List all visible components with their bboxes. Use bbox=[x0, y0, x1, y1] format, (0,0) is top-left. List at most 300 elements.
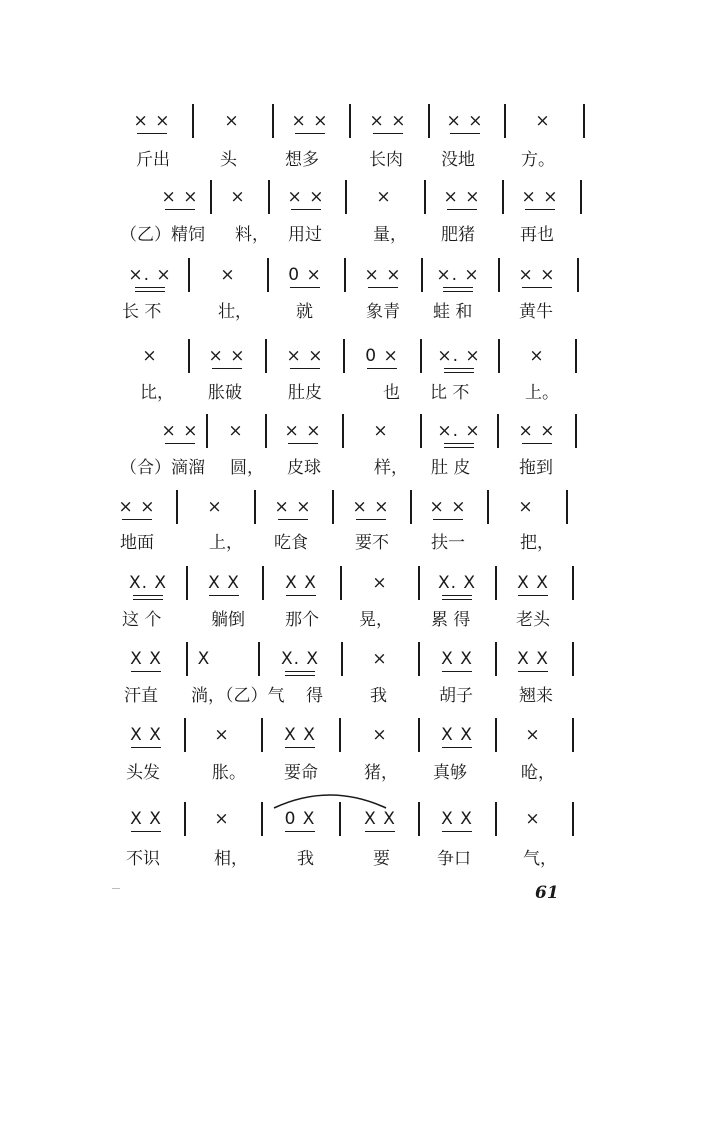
rhythm-beat: X. X bbox=[437, 573, 477, 593]
rhythm-beat: X X bbox=[441, 649, 473, 669]
underline-beam bbox=[444, 447, 474, 448]
lyric-text: 肚 皮 bbox=[431, 458, 471, 478]
lyric-text: 壮， bbox=[218, 302, 252, 322]
lyric-text: 胀破 bbox=[208, 383, 242, 403]
rhythm-measure bbox=[513, 110, 573, 132]
bar-line bbox=[498, 339, 500, 373]
bar-line bbox=[418, 642, 420, 676]
underline-beam bbox=[518, 595, 548, 596]
bar-line bbox=[349, 104, 351, 138]
lyric-text: 斤出 bbox=[136, 150, 170, 170]
lyric-text: 圆， bbox=[230, 458, 264, 478]
lyric-text: 要命 bbox=[284, 763, 318, 783]
lyric-row bbox=[0, 846, 701, 876]
lyric-text: 我 bbox=[370, 686, 387, 706]
underline-beam bbox=[285, 831, 315, 832]
bar-line bbox=[420, 339, 422, 373]
lyric-text: 把， bbox=[520, 533, 554, 553]
rhythm-beat: X X bbox=[208, 573, 240, 593]
rhythm-measure bbox=[358, 110, 418, 134]
rhythm-beat: X X bbox=[130, 649, 162, 669]
rhythm-row bbox=[0, 496, 701, 532]
bar-line bbox=[498, 258, 500, 292]
bar-line bbox=[268, 180, 270, 214]
rhythm-beat: × bbox=[214, 809, 230, 829]
bar-line bbox=[572, 718, 574, 752]
rhythm-beat: × bbox=[224, 111, 240, 131]
rhythm-measure bbox=[427, 572, 487, 600]
bar-line bbox=[176, 490, 178, 524]
rhythm-measure bbox=[503, 572, 563, 596]
lyric-row bbox=[0, 147, 701, 177]
bar-line bbox=[495, 566, 497, 600]
bar-line bbox=[410, 490, 412, 524]
rhythm-measure bbox=[503, 648, 563, 672]
underline-beam bbox=[285, 675, 315, 676]
slur-arc bbox=[270, 788, 390, 812]
bar-line bbox=[583, 104, 585, 138]
rhythm-measure bbox=[507, 264, 567, 288]
underline-beam bbox=[433, 519, 463, 520]
rhythm-beat: × × bbox=[429, 497, 467, 517]
bar-line bbox=[341, 642, 343, 676]
lyric-row bbox=[0, 607, 701, 637]
underline-beam bbox=[212, 368, 242, 369]
rhythm-measure bbox=[427, 648, 487, 672]
rhythm-beat: × × bbox=[284, 421, 322, 441]
lyric-text: 累 得 bbox=[431, 610, 471, 630]
bar-line bbox=[502, 180, 504, 214]
lyric-text: 躺倒 bbox=[211, 610, 245, 630]
rhythm-measure bbox=[351, 420, 411, 442]
rhythm-beat: X bbox=[197, 649, 211, 669]
rhythm-beat: X. X bbox=[280, 649, 320, 669]
bar-line bbox=[184, 718, 186, 752]
bar-line bbox=[580, 180, 582, 214]
underline-beam bbox=[133, 599, 163, 600]
lyric-text: 就 bbox=[296, 302, 313, 322]
underline-beam bbox=[518, 671, 548, 672]
bar-line bbox=[418, 566, 420, 600]
lyric-text: 不识 bbox=[126, 849, 160, 869]
rhythm-measure bbox=[350, 572, 410, 594]
underline-beam bbox=[165, 209, 195, 210]
rhythm-measure bbox=[116, 808, 176, 832]
rhythm-beat: X X bbox=[130, 809, 162, 829]
rhythm-measure bbox=[503, 724, 563, 746]
rhythm-beat: 0 × bbox=[365, 346, 399, 366]
rhythm-beat: X X bbox=[441, 725, 473, 745]
underline-beam bbox=[135, 291, 165, 292]
rhythm-beat: X X bbox=[285, 573, 317, 593]
underline-beam bbox=[295, 133, 325, 134]
rhythm-measure bbox=[197, 345, 257, 369]
rhythm-row bbox=[0, 345, 701, 381]
underline-beam bbox=[443, 291, 473, 292]
rhythm-beat: × bbox=[372, 649, 388, 669]
lyric-text: 没地 bbox=[441, 150, 475, 170]
rhythm-measure bbox=[427, 808, 487, 832]
lyric-text: 得 bbox=[306, 686, 323, 706]
rhythm-measure bbox=[208, 186, 268, 208]
bar-line bbox=[428, 104, 430, 138]
rhythm-beat: × bbox=[525, 725, 541, 745]
rhythm-beat: ×. × bbox=[128, 265, 172, 285]
underline-beam bbox=[525, 209, 555, 210]
underline-beam bbox=[137, 133, 167, 134]
rhythm-beat: × × bbox=[521, 187, 559, 207]
bar-line bbox=[575, 339, 577, 373]
rhythm-measure bbox=[435, 110, 495, 134]
rhythm-measure bbox=[202, 110, 262, 132]
rhythm-beat: × × bbox=[352, 497, 390, 517]
underline-beam bbox=[442, 599, 472, 600]
rhythm-beat: × bbox=[535, 111, 551, 131]
rhythm-measure bbox=[273, 420, 333, 444]
rhythm-beat: X X bbox=[284, 725, 316, 745]
rhythm-measure bbox=[150, 186, 210, 210]
bar-line bbox=[487, 490, 489, 524]
rhythm-row bbox=[0, 110, 701, 146]
lyric-text: 老头 bbox=[516, 610, 550, 630]
rhythm-beat: × bbox=[207, 497, 223, 517]
rhythm-row bbox=[0, 724, 701, 760]
bar-line bbox=[339, 718, 341, 752]
rhythm-measure bbox=[271, 572, 331, 596]
rhythm-measure bbox=[270, 724, 330, 748]
rhythm-measure bbox=[120, 345, 180, 367]
rhythm-measure bbox=[427, 724, 487, 748]
lyric-text: 方。 bbox=[521, 150, 555, 170]
rhythm-measure bbox=[275, 264, 335, 288]
lyric-text: 想多 bbox=[285, 150, 319, 170]
rhythm-measure bbox=[418, 496, 478, 520]
bar-line bbox=[424, 180, 426, 214]
bar-line bbox=[566, 490, 568, 524]
rhythm-beat: × bbox=[373, 421, 389, 441]
lyric-text: 量， bbox=[373, 225, 407, 245]
bar-line bbox=[344, 258, 346, 292]
rhythm-beat: × × bbox=[364, 265, 402, 285]
underline-beam bbox=[442, 747, 472, 748]
lyric-row bbox=[0, 299, 701, 329]
lyric-text: 样， bbox=[374, 458, 408, 478]
bar-line bbox=[262, 566, 264, 600]
rhythm-measure bbox=[174, 648, 234, 670]
rhythm-beat: × × bbox=[274, 497, 312, 517]
lyric-row bbox=[0, 380, 701, 410]
lyric-text: 象青 bbox=[366, 302, 400, 322]
rhythm-measure bbox=[507, 420, 567, 444]
underline-beam bbox=[135, 287, 165, 288]
rhythm-beat: × × bbox=[518, 265, 556, 285]
underline-beam bbox=[442, 831, 472, 832]
lyric-text: 气， bbox=[523, 849, 557, 869]
rhythm-measure bbox=[496, 496, 556, 518]
rhythm-measure bbox=[270, 648, 330, 676]
bar-line bbox=[572, 802, 574, 836]
rhythm-measure bbox=[353, 264, 413, 288]
underline-beam bbox=[122, 519, 152, 520]
bar-line bbox=[418, 718, 420, 752]
bar-line bbox=[188, 339, 190, 373]
rhythm-measure bbox=[432, 186, 492, 210]
lyric-text: 料， bbox=[235, 225, 269, 245]
lyric-text: 汗直 bbox=[124, 686, 158, 706]
underline-beam bbox=[131, 671, 161, 672]
rhythm-beat: × × bbox=[291, 111, 329, 131]
lyric-text: 那个 bbox=[285, 610, 319, 630]
bar-line bbox=[186, 566, 188, 600]
bar-line bbox=[261, 802, 263, 836]
rhythm-measure bbox=[107, 496, 167, 520]
rhythm-beat: × bbox=[372, 573, 388, 593]
rhythm-measure bbox=[350, 648, 410, 670]
lyric-text: 淌，（乙）气 bbox=[191, 686, 285, 706]
underline-beam bbox=[131, 831, 161, 832]
underline-beam bbox=[288, 443, 318, 444]
bar-line bbox=[497, 414, 499, 448]
rhythm-measure bbox=[150, 420, 210, 444]
rhythm-beat: × bbox=[228, 421, 244, 441]
bar-line bbox=[420, 414, 422, 448]
rhythm-beat: ×. × bbox=[436, 265, 480, 285]
rhythm-measure bbox=[510, 186, 570, 210]
rhythm-beat: X X bbox=[130, 725, 162, 745]
lyric-text: 长 不 bbox=[122, 302, 162, 322]
bar-line bbox=[421, 258, 423, 292]
underline-beam bbox=[522, 287, 552, 288]
bar-line bbox=[342, 414, 344, 448]
lyric-text: 翘来 bbox=[519, 686, 553, 706]
lyric-text: 黄牛 bbox=[519, 302, 553, 322]
underline-beam bbox=[291, 209, 321, 210]
lyric-text: 上， bbox=[209, 533, 243, 553]
bar-line bbox=[254, 490, 256, 524]
underline-beam bbox=[444, 443, 474, 444]
print-speck bbox=[112, 888, 120, 889]
rhythm-measure bbox=[198, 264, 258, 286]
lyric-text: 晃， bbox=[359, 610, 393, 630]
lyric-text: 要 bbox=[373, 849, 390, 869]
rhythm-beat: ×. × bbox=[437, 421, 481, 441]
rhythm-measure bbox=[280, 110, 340, 134]
rhythm-beat: × × bbox=[161, 421, 199, 441]
bar-line bbox=[577, 258, 579, 292]
rhythm-beat: × bbox=[529, 346, 545, 366]
lyric-text: 皮球 bbox=[287, 458, 321, 478]
rhythm-measure bbox=[263, 496, 323, 520]
rhythm-beat: × bbox=[220, 265, 236, 285]
rhythm-beat: X X bbox=[517, 649, 549, 669]
bar-line bbox=[258, 642, 260, 676]
lyric-text: 比， bbox=[140, 383, 174, 403]
rhythm-beat: × bbox=[372, 725, 388, 745]
underline-beam bbox=[165, 443, 195, 444]
lyric-text: 上。 bbox=[525, 383, 559, 403]
bar-line bbox=[504, 104, 506, 138]
lyric-text: （合）滴溜 bbox=[120, 458, 205, 478]
lyric-text: 扶一 bbox=[431, 533, 465, 553]
rhythm-beat: × × bbox=[286, 346, 324, 366]
rhythm-measure bbox=[185, 496, 245, 518]
rhythm-measure bbox=[116, 648, 176, 672]
lyric-text: 要不 bbox=[355, 533, 389, 553]
underline-beam bbox=[285, 747, 315, 748]
bar-line bbox=[343, 339, 345, 373]
rhythm-beat: X X bbox=[517, 573, 549, 593]
lyric-row bbox=[0, 455, 701, 485]
rhythm-measure bbox=[429, 345, 489, 373]
rhythm-measure bbox=[194, 572, 254, 596]
lyric-row bbox=[0, 222, 701, 252]
rhythm-measure bbox=[192, 808, 252, 830]
rhythm-measure bbox=[122, 110, 182, 134]
lyric-text: 肥猪 bbox=[441, 225, 475, 245]
rhythm-measure bbox=[352, 345, 412, 369]
bar-line bbox=[265, 339, 267, 373]
underline-beam bbox=[444, 368, 474, 369]
lyric-text: 再也 bbox=[520, 225, 554, 245]
lyric-text: 真够 bbox=[433, 763, 467, 783]
underline-beam bbox=[131, 747, 161, 748]
rhythm-measure bbox=[429, 420, 489, 448]
rhythm-measure bbox=[275, 345, 335, 369]
lyric-row bbox=[0, 683, 701, 713]
rhythm-beat: X X bbox=[441, 809, 473, 829]
lyric-row bbox=[0, 760, 701, 790]
rhythm-beat: × × bbox=[369, 111, 407, 131]
rhythm-beat: 0 × bbox=[288, 265, 322, 285]
rhythm-beat: × × bbox=[518, 421, 556, 441]
lyric-text: 争口 bbox=[437, 849, 471, 869]
rhythm-beat: × × bbox=[161, 187, 199, 207]
rhythm-row bbox=[0, 264, 701, 300]
bar-line bbox=[572, 566, 574, 600]
lyric-text: 猪， bbox=[364, 763, 398, 783]
bar-line bbox=[345, 180, 347, 214]
rhythm-beat: × bbox=[214, 725, 230, 745]
underline-beam bbox=[286, 595, 316, 596]
underline-beam bbox=[278, 519, 308, 520]
rhythm-measure bbox=[206, 420, 266, 442]
bar-line bbox=[575, 414, 577, 448]
lyric-text: 拖到 bbox=[519, 458, 553, 478]
rhythm-beat: × × bbox=[133, 111, 171, 131]
rhythm-beat: × × bbox=[287, 187, 325, 207]
bar-line bbox=[184, 802, 186, 836]
underline-beam bbox=[365, 831, 395, 832]
rhythm-measure bbox=[120, 264, 180, 292]
bar-line bbox=[495, 718, 497, 752]
rhythm-measure bbox=[116, 724, 176, 748]
rhythm-beat: × bbox=[518, 497, 534, 517]
underline-beam bbox=[285, 671, 315, 672]
bar-line bbox=[418, 802, 420, 836]
rhythm-measure bbox=[507, 345, 567, 367]
rhythm-row bbox=[0, 186, 701, 222]
lyric-text: 肚皮 bbox=[288, 383, 322, 403]
underline-beam bbox=[442, 671, 472, 672]
rhythm-beat: X X bbox=[364, 809, 396, 829]
rhythm-beat: × bbox=[525, 809, 541, 829]
underline-beam bbox=[209, 595, 239, 596]
underline-beam bbox=[290, 287, 320, 288]
lyric-text: 头发 bbox=[126, 763, 160, 783]
lyric-text: 头 bbox=[220, 150, 237, 170]
page-number: 61 bbox=[535, 883, 559, 903]
bar-line bbox=[188, 258, 190, 292]
underline-beam bbox=[447, 209, 477, 210]
lyric-text: 这 个 bbox=[122, 610, 162, 630]
lyric-text: 相， bbox=[214, 849, 248, 869]
rhythm-measure bbox=[428, 264, 488, 292]
underline-beam bbox=[442, 595, 472, 596]
bar-line bbox=[332, 490, 334, 524]
underline-beam bbox=[522, 443, 552, 444]
underline-beam bbox=[444, 372, 474, 373]
bar-line bbox=[261, 718, 263, 752]
rhythm-row bbox=[0, 808, 701, 844]
underline-beam bbox=[290, 368, 320, 369]
lyric-text: 用过 bbox=[288, 225, 322, 245]
bar-line bbox=[267, 258, 269, 292]
bar-line bbox=[340, 566, 342, 600]
lyric-text: 也 bbox=[383, 383, 400, 403]
rhythm-row bbox=[0, 420, 701, 456]
bar-line bbox=[495, 802, 497, 836]
rhythm-beat: × × bbox=[118, 497, 156, 517]
rhythm-beat: × × bbox=[443, 187, 481, 207]
rhythm-measure bbox=[503, 808, 563, 830]
lyric-text: 我 bbox=[297, 849, 314, 869]
underline-beam bbox=[356, 519, 386, 520]
lyric-text: 吃食 bbox=[274, 533, 308, 553]
bar-line bbox=[192, 104, 194, 138]
rhythm-measure bbox=[192, 724, 252, 746]
lyric-text: （乙）精饲 bbox=[120, 225, 205, 245]
rhythm-measure bbox=[276, 186, 336, 210]
underline-beam bbox=[450, 133, 480, 134]
underline-beam bbox=[373, 133, 403, 134]
underline-beam bbox=[133, 595, 163, 596]
lyric-text: 呛， bbox=[521, 763, 555, 783]
lyric-text: 蛙 和 bbox=[433, 302, 473, 322]
lyric-text: 比 不 bbox=[430, 383, 470, 403]
lyric-text: 胀。 bbox=[212, 763, 246, 783]
lyric-text: 长肉 bbox=[369, 150, 403, 170]
bar-line bbox=[272, 104, 274, 138]
bar-line bbox=[572, 642, 574, 676]
rhythm-measure bbox=[118, 572, 178, 600]
rhythm-beat: × bbox=[376, 187, 392, 207]
rhythm-beat: × × bbox=[446, 111, 484, 131]
rhythm-row bbox=[0, 572, 701, 608]
rhythm-measure bbox=[350, 724, 410, 746]
underline-beam bbox=[443, 287, 473, 288]
lyric-row bbox=[0, 530, 701, 560]
rhythm-beat: 0 X bbox=[284, 809, 316, 829]
rhythm-beat: × bbox=[230, 187, 246, 207]
bar-line bbox=[265, 414, 267, 448]
rhythm-beat: × bbox=[142, 346, 158, 366]
lyric-text: 胡子 bbox=[439, 686, 473, 706]
underline-beam bbox=[368, 287, 398, 288]
rhythm-measure bbox=[341, 496, 401, 520]
rhythm-row bbox=[0, 648, 701, 684]
rhythm-beat: ×. × bbox=[437, 346, 481, 366]
rhythm-beat: X. X bbox=[128, 573, 168, 593]
